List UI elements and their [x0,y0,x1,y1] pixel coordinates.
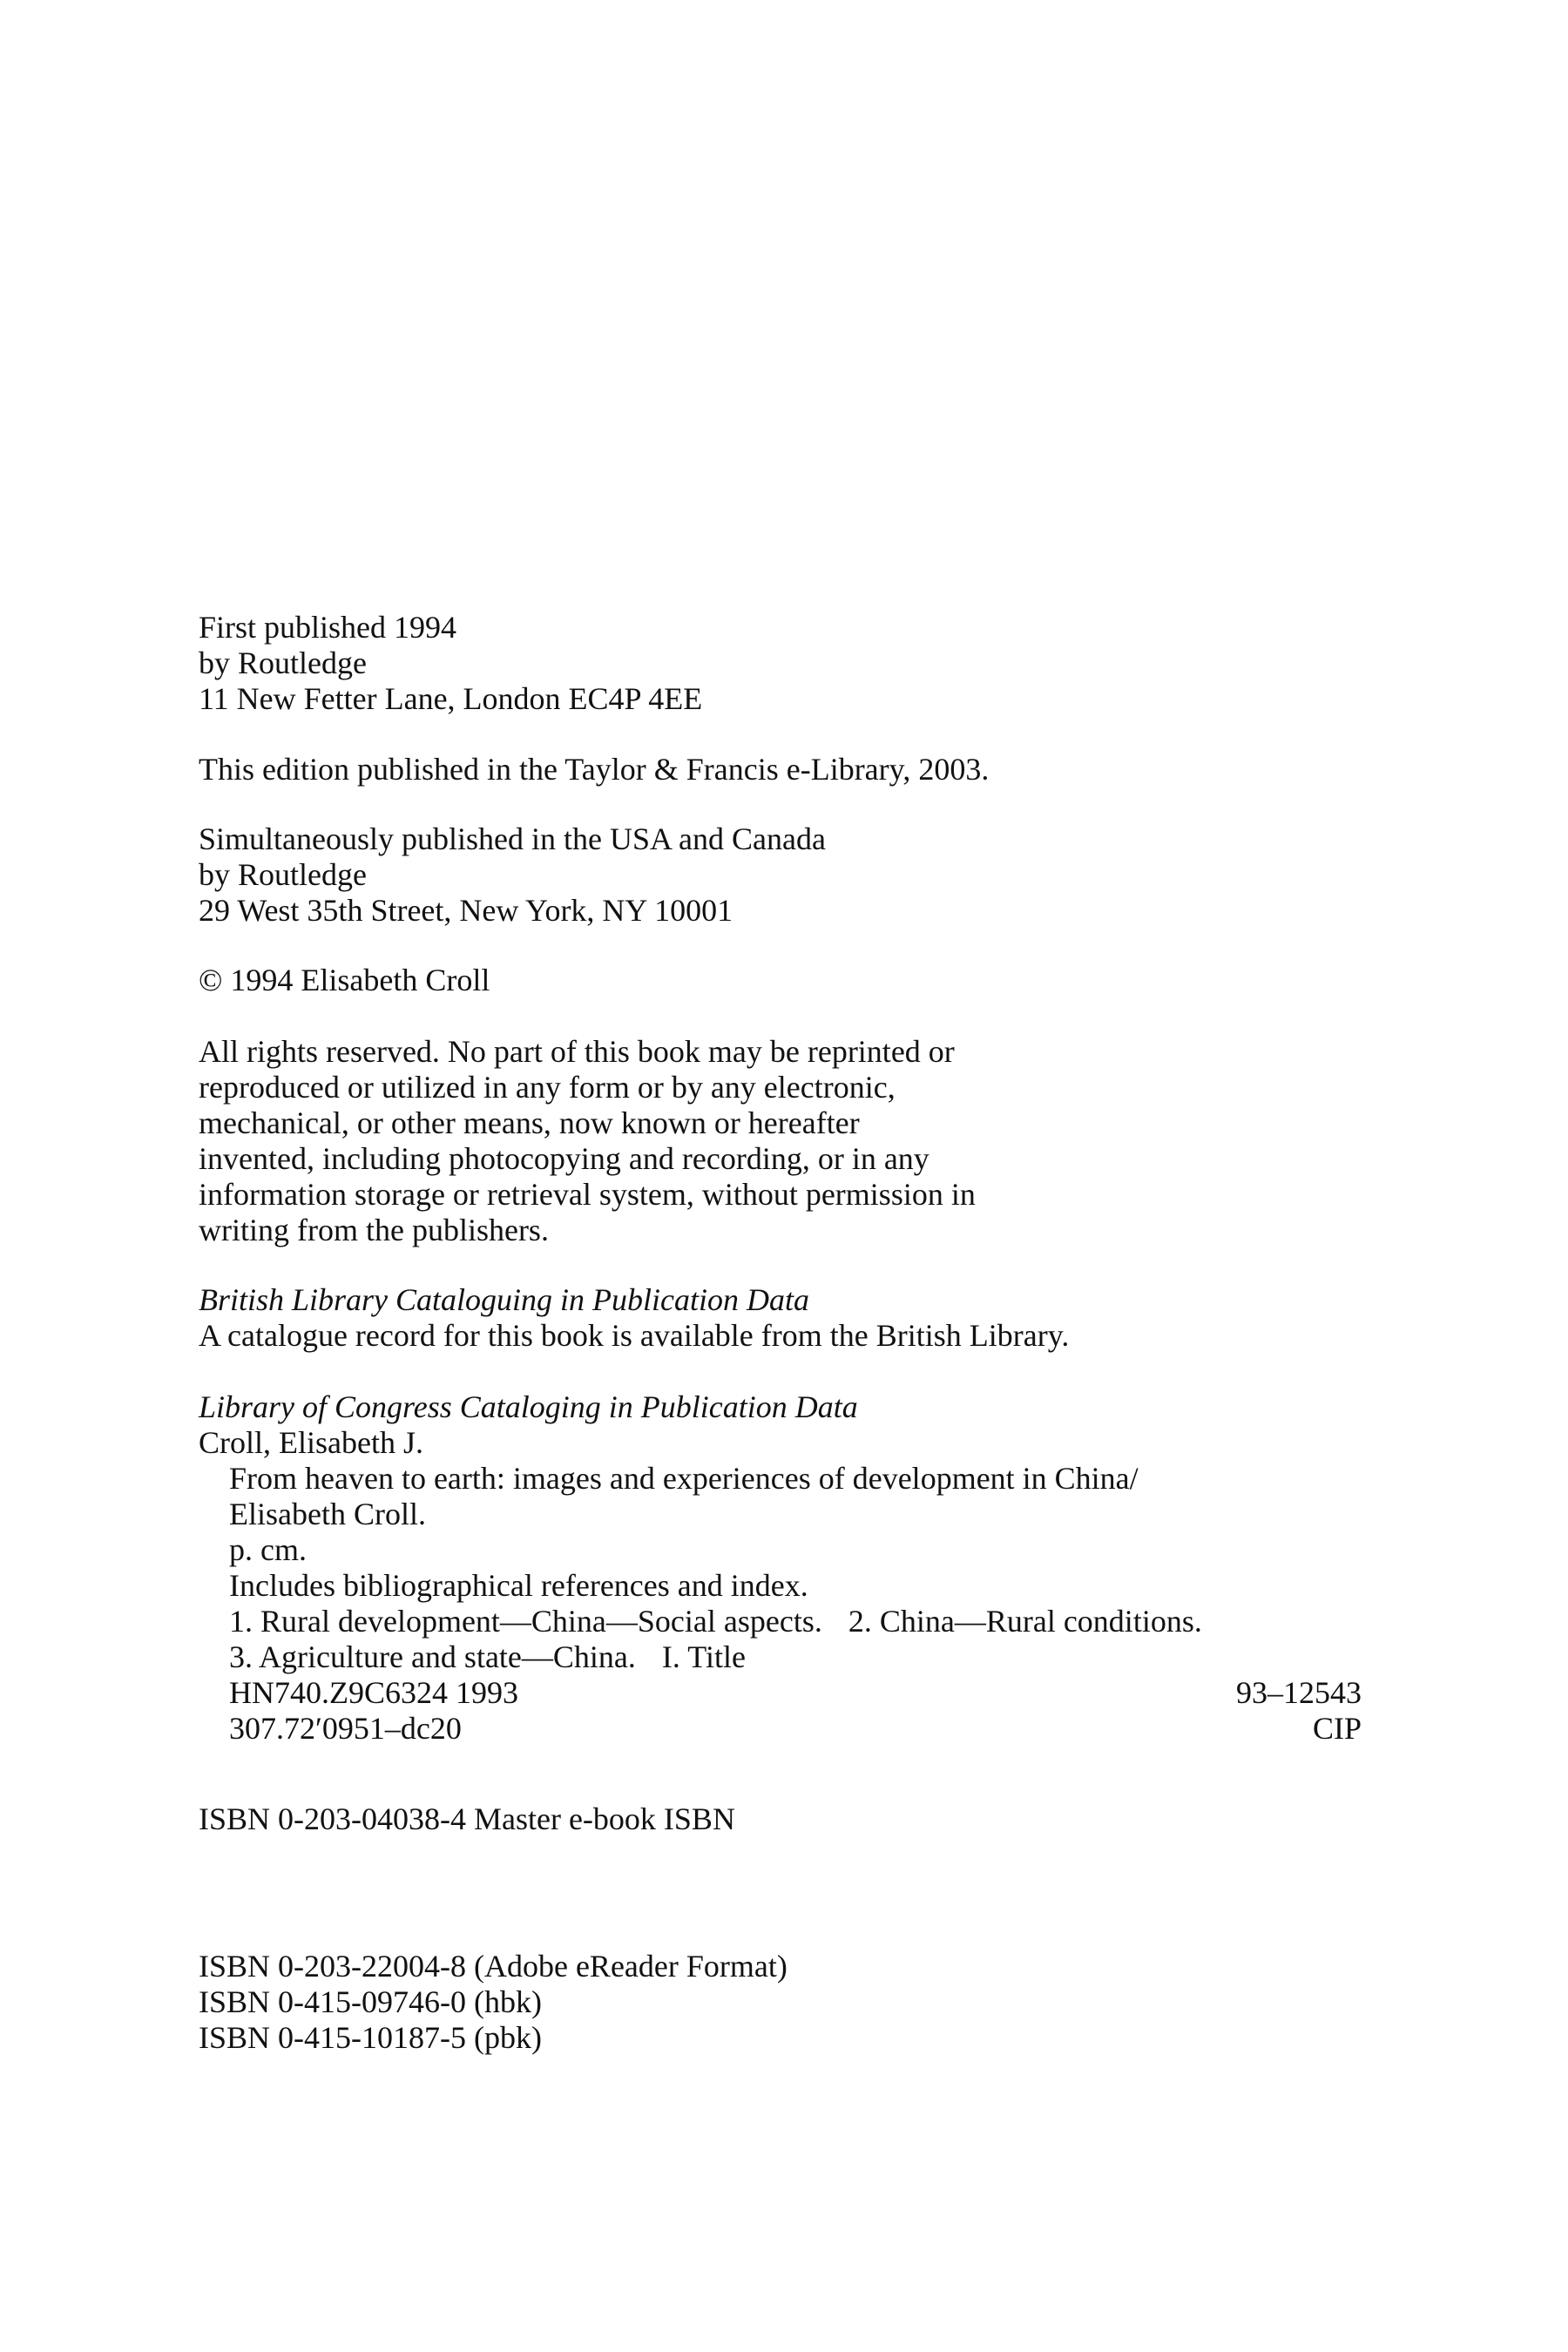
loc-heading: Library of Congress Cataloging in Publication Data [199,1389,858,1424]
copyright-block [199,963,1366,998]
rights-line: invented, including photocopying and recording, or in any [199,1141,929,1176]
isbn-line: ISBN 0-415-10187-5 (pbk) [199,2020,542,2055]
publisher-line: by Routledge [199,645,367,680]
loc-includes: Includes bibliographical references and index. [229,1568,808,1603]
loc-dewey: 307.72′0951–dc20 [229,1711,462,1746]
loc-call-number-row [199,1675,1362,1711]
british-library-heading: British Library Cataloguing in Publication Data [199,1282,810,1317]
loc-subject-1: 1. Rural development—China—Social aspects. [229,1604,822,1639]
rights-line: reproduced or utilized in any form or by any electronic, [199,1070,896,1105]
loc-pcm: p. cm. [229,1532,307,1567]
publisher-address: 11 New Fetter Lane, London EC4P 4EE [199,681,703,716]
us-publisher-line: by Routledge [199,857,367,892]
isbn-master-block [199,1801,1366,1837]
us-publisher-address: 29 West 35th Street, New York, NY 10001 [199,893,733,928]
rights-line: writing from the publishers. [199,1213,549,1247]
first-published: First published 1994 [199,610,457,645]
rights-block [199,1034,1366,1248]
isbn-master: ISBN 0-203-04038-4 Master e-book ISBN [199,1801,735,1836]
loc-dewey-row [199,1711,1362,1747]
loc-block [199,1389,1366,1747]
british-library-block [199,1282,1366,1354]
rights-line: All rights reserved. No part of this book may be reprinted or [199,1034,955,1069]
loc-title-author: Elisabeth Croll. [229,1497,426,1531]
loc-call-number: HN740.Z9C6324 1993 [229,1675,518,1710]
loc-subject-3: 3. Agriculture and state—China. [229,1639,636,1674]
loc-cip: CIP [1312,1711,1362,1746]
isbn-block [199,1949,1366,2056]
loc-subject-2: 2. China—Rural conditions. [848,1604,1202,1639]
loc-title-line: From heaven to earth: images and experiences of development in China/ [229,1461,1139,1496]
simultaneous-line: Simultaneously published in the USA and Canada [199,821,826,856]
publication-block [199,610,1366,717]
edition-block [199,752,1366,787]
loc-title-entry: I. Title [661,1639,746,1674]
rights-line: information storage or retrieval system, without permission in [199,1177,976,1212]
simultaneous-block [199,821,1366,929]
loc-subjects-row-1 [199,1604,1366,1639]
isbn-line: ISBN 0-415-09746-0 (hbk) [199,1984,542,2019]
loc-author: Croll, Elisabeth J. [199,1425,423,1460]
edition-line: This edition published in the Taylor & Francis e-Library, 2003. [199,752,990,787]
copyright-line: © 1994 Elisabeth Croll [199,963,490,997]
isbn-line: ISBN 0-203-22004-8 (Adobe eReader Format) [199,1949,787,1984]
loc-lccn: 93–12543 [1236,1675,1362,1710]
british-library-text: A catalogue record for this book is available from the British Library. [199,1318,1070,1353]
rights-line: mechanical, or other means, now known or hereafter [199,1105,860,1140]
loc-subjects-row-2 [199,1639,1366,1675]
